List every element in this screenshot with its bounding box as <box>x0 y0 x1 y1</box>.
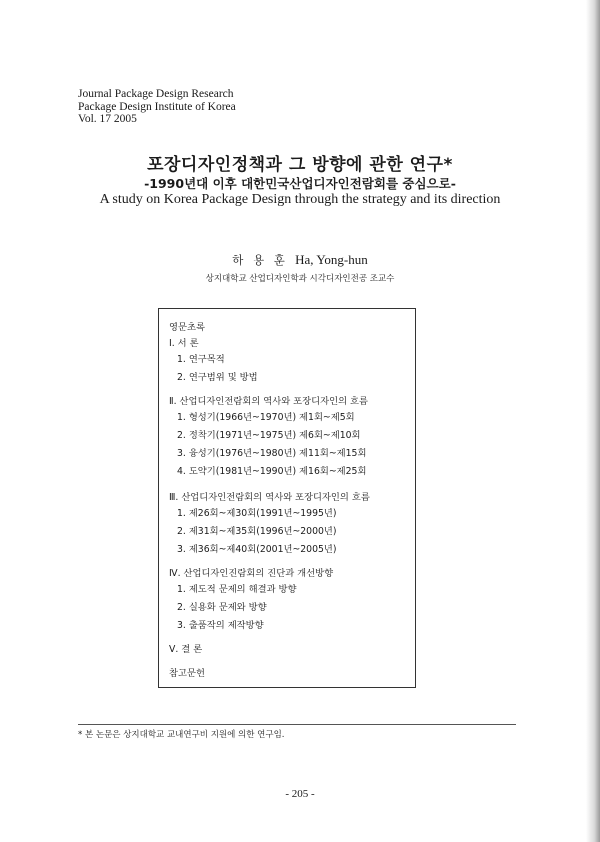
table-of-contents <box>158 308 416 688</box>
toc-item: 2. 정착기(1971년~1975년) 제6회~제10회 <box>177 430 361 441</box>
toc-item: 3. 출품작의 제작방향 <box>177 620 264 631</box>
journal-publisher: Package Design Institute of Korea <box>78 100 236 113</box>
toc-references: 참고문헌 <box>169 668 205 679</box>
footnote-divider <box>78 724 516 725</box>
toc-item: 2. 연구범위 및 방법 <box>177 372 258 383</box>
author-name-english: Ha, Yong-hun <box>295 252 368 267</box>
page-number: - 205 - <box>285 788 315 800</box>
toc-heading: 영문초록 <box>169 322 205 333</box>
toc-section-2: Ⅱ. 산업디자인전람회의 역사와 포장디자인의 흐름 <box>169 396 368 407</box>
paper-english-title: A study on Korea Package Design through the strategy and its direction <box>99 192 501 207</box>
paper-title: 포장디자인정책과 그 방향에 관한 연구* <box>147 155 453 175</box>
journal-volume: Vol. 17 2005 <box>78 113 137 125</box>
toc-item: 3. 제36회~제40회(2001년~2005년) <box>177 544 337 555</box>
journal-name: Journal Package Design Research <box>78 88 234 100</box>
footnote: * 본 논문은 상지대학교 교내연구비 지원에 의한 연구임. <box>78 730 285 740</box>
toc-item: 1. 연구목적 <box>177 354 225 365</box>
toc-item: 2. 실용화 문제와 방향 <box>177 602 267 613</box>
toc-item: 1. 제26회~제30회(1991년~1995년) <box>177 508 337 519</box>
toc-section-4: Ⅳ. 산업디자인진람회의 진단과 개선방향 <box>169 568 334 579</box>
toc-item: 1. 형성기(1966년~1970년) 제1회~제5회 <box>177 412 355 423</box>
toc-section-1: Ⅰ. 서 론 <box>169 338 199 349</box>
author-affiliation: 상지대학교 산업디자인학과 시각디자인전공 조교수 <box>205 274 395 284</box>
author-name-korean: 하 용 훈 <box>232 253 288 267</box>
page-edge-shadow <box>586 0 600 842</box>
toc-item: 3. 융성기(1976년~1980년) 제11회~제15회 <box>177 448 367 459</box>
toc-section-5: Ⅴ. 결 론 <box>169 644 203 655</box>
author-line <box>0 252 600 268</box>
paper-subtitle: -1990년대 이후 대한민국산업디자인전람회를 중심으로- <box>144 176 456 191</box>
toc-item: 4. 도약기(1981년~1990년) 제16회~제25회 <box>177 466 367 477</box>
toc-item: 1. 제도적 문제의 해결과 방향 <box>177 584 297 595</box>
journal-info <box>78 88 236 126</box>
toc-section-3: Ⅲ. 산업디자인전람회의 역사와 포장디자인의 흐름 <box>169 492 370 503</box>
toc-item: 2. 제31회~제35회(1996년~2000년) <box>177 526 337 537</box>
